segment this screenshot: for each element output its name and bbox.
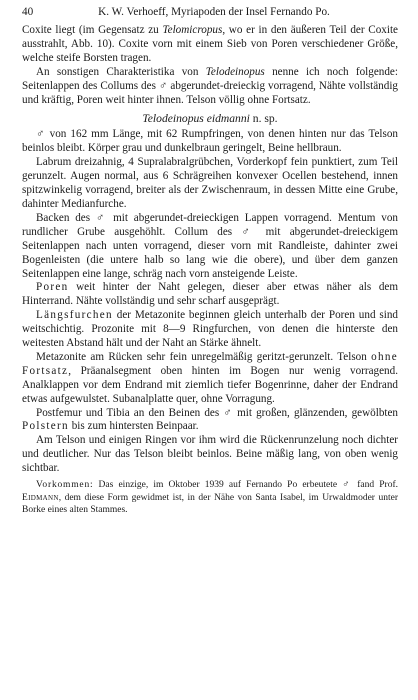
paragraph-metazonite: Metazonite am Rücken sehr fein unregelmäßig geritzt-gerunzelt. Telson ohne Fortsatz, Präanalsegment oben hinten im Bogen nur wenig vorragend. Analklappen vor dem Endrand mit ziemlich tiefer Bogenrinne, daher der Endrand etwas aufgewulstet. Subanalplatte quer, ohne Vorragung. [22,350,398,405]
paragraph-description: ♂ von 162 mm Länge, mit 62 Rumpfringen, von denen hinten nur das Telson beinlos bleibt. Körper grau und dunkelbraun geringelt, Beine hellbraun. [22,128,398,155]
occurrence-note: Vorkommen: Das einzige, im Oktober 1939 auf Fernando Po erbeutete ♂ fand Prof. Eidmann, dem diese Form gewidmet ist, in der Nähe von Santa Isabel, im Urwaldmoder unter Borke eines alten Stammes. [22,480,398,515]
genus-name: Telomicropus [162,24,223,36]
running-title: K. W. Verhoeff, Myriapoden der Insel Fernando Po. [98,6,330,18]
paragraph-telson: Am Telson und einigen Ringen vor ihm wird die Rückenrunzelung noch dichter und deutlicher. Nur das Telson bleibt beinlos. Beine mäßig lang, von oben wenig sichtbar. [22,434,398,475]
page-header [22,6,398,24]
paragraph-collum: Backen des ♂ mit abgerundet-dreieckigen Lappen vorragend. Mentum von rundlicher Grube ausgehöhlt. Collum des ♂ mit abgerundet-dreieckigem Seitenlappen nach unten vorragend, dieser vorn mit Randleiste, dahinter zwei Bogenleisten (die untere halb so lang wie die obere), und über dem ganzen Seitenlappen eine lange, schräg nach vorn ansteigende Leiste. [22,211,398,280]
paragraph-head: Labrum dreizahnig, 4 Supralabralgrübchen, Vorderkopf fein punktiert, zum Teil gerunzelt. Augen normal, aus 6 Schrägreihen konvexer Ocellen bestehend, innen spitzwinkelig vorragend, breiter als der Zwischenraum, in dessen Mitte eine Grube, dahinter Medianfurche. [22,156,398,210]
paragraph-legs: Postfemur und Tibia an den Beinen des ♂ mit großen, glänzenden, gewölbten Polstern bis zum hintersten Beinpaar. [22,406,398,433]
spaced-term: Polstern [22,420,69,433]
paragraph-characteristics: An sonstigen Charakteristika von Telodeinopus nenne ich noch folgende: Seitenlappen des Collums des ♂ abgerundet-dreieckig vorragend, Nähte vollständig und kräftig, Poren weit hinter ihnen. Telson völlig ohne Fortsatz. [22,65,398,106]
genus-name: Telodeinopus [205,65,265,78]
spaced-term: Poren [36,281,69,294]
paragraph-pores: Poren weit hinter der Naht gelegen, dieser aber etwas näher als dem Hinterrand. Nähte vollständig und sehr scharf ausgeprägt. [22,281,398,308]
spaced-term: Längsfurchen [36,309,113,322]
spaced-term: ohne Fortsatz [22,350,398,377]
species-name: Telodeinopus eidmanni [142,112,250,126]
document-page [22,6,398,516]
collector-name: Eidmann [22,492,59,503]
species-heading: Telodeinopus eidmanni n. sp. [142,112,278,126]
occurrence-label: Vorkommen: [36,480,94,491]
paragraph-furrows: Längsfurchen der Metazonite beginnen gleich unterhalb der Poren und sind weitschichtig. Prozonite mit 8—9 Ringfurchen, von denen die hinterste den weitesten Abstand hält und der Naht an Stärke ähnelt. [22,309,398,350]
paragraph-coxite: Coxite liegt (im Gegensatz zu Telomicropus, wo er in den äußeren Teil der Coxite ausstrahlt, Abb. 10). Coxite vorn mit einem Sieb von Poren verschiedener Größe, welche steife Borsten tragen. [22,24,398,64]
page-number: 40 [22,6,34,18]
